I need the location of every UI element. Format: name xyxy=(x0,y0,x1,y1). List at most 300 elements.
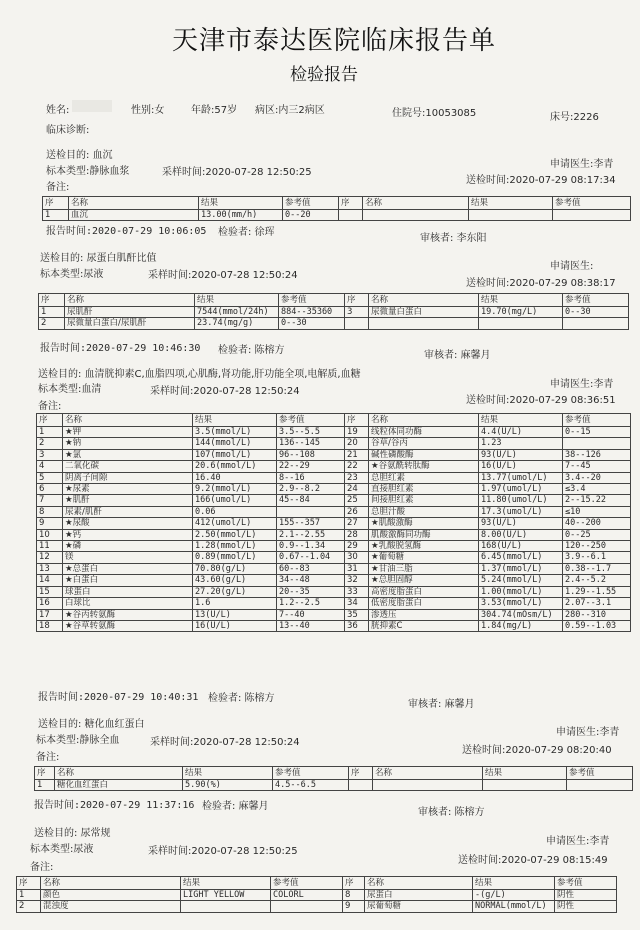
column-header: 名称 xyxy=(373,767,483,780)
section-remarks: 备注: xyxy=(36,752,60,763)
table-row xyxy=(37,598,631,609)
cell-seq: 24 xyxy=(345,484,369,495)
table-row xyxy=(37,620,631,631)
cell-result: 11.80(umol/L) xyxy=(479,495,563,506)
table-header-row xyxy=(17,877,617,890)
cell-seq: 21 xyxy=(345,449,369,460)
cell-name: ★总蛋白 xyxy=(63,563,193,574)
column-header: 名称 xyxy=(65,294,195,307)
column-header: 结果 xyxy=(183,767,273,780)
column-header: 序 xyxy=(43,197,69,210)
cell-result xyxy=(469,210,553,221)
cell-seq xyxy=(345,318,369,329)
cell-name: ★总胆固醇 xyxy=(369,575,479,586)
cell-ref: COLORL xyxy=(271,890,343,901)
cell-name: ★磷 xyxy=(63,541,193,552)
cell-seq: 9 xyxy=(343,901,365,912)
cell-result: LIGHT YELLOW xyxy=(181,890,271,901)
result-table xyxy=(42,196,631,221)
cell-ref xyxy=(277,506,345,517)
tester: 检验者: 徐珲 xyxy=(218,227,275,238)
table-row xyxy=(17,901,617,912)
table-row xyxy=(37,449,631,460)
bed-number: 床号:2226 xyxy=(550,112,599,123)
cell-result: 304.74(mOsm/L) xyxy=(479,609,563,620)
section-doctor: 申请医生: xyxy=(550,261,594,272)
column-header: 名称 xyxy=(365,877,473,890)
column-header: 结果 xyxy=(473,877,555,890)
cell-result: 17.3(umol/L) xyxy=(479,506,563,517)
cell-seq: 1 xyxy=(35,780,55,791)
cell-ref: ≤10 xyxy=(563,506,631,517)
cell-ref: 34--48 xyxy=(277,575,345,586)
cell-result: 43.60(g/L) xyxy=(193,575,277,586)
cell-name: ★葡萄糖 xyxy=(369,552,479,563)
section-item: 送检目的: 血沉 xyxy=(46,150,113,161)
cell-name: ★尿酸 xyxy=(63,518,193,529)
table-row xyxy=(37,484,631,495)
cell-name: 胱抑素C xyxy=(369,620,479,631)
column-header: 参考值 xyxy=(567,767,633,780)
section-item: 送检目的: 尿常规 xyxy=(34,828,111,839)
cell-result: 1.97(umol/L) xyxy=(479,484,563,495)
cell-ref xyxy=(271,901,343,912)
column-header: 序 xyxy=(349,767,373,780)
tester: 检验者: 麻馨月 xyxy=(202,801,269,812)
result-table xyxy=(34,766,633,791)
cell-seq: 2 xyxy=(39,318,65,329)
cell-ref: 0.59--1.03 xyxy=(563,620,631,631)
cell-name: 颜色 xyxy=(41,890,181,901)
cell-name: 尿蛋白 xyxy=(365,890,473,901)
table-row xyxy=(37,518,631,529)
cell-seq: 1 xyxy=(39,307,65,318)
cell-result xyxy=(479,318,563,329)
cell-result: 16(U/L) xyxy=(193,620,277,631)
cell-ref: 884--35360 xyxy=(279,307,345,318)
cell-seq: 16 xyxy=(37,598,63,609)
table-row xyxy=(37,506,631,517)
section-remarks: 备注: xyxy=(38,401,62,412)
cell-ref xyxy=(563,318,629,329)
cell-seq: 8 xyxy=(37,506,63,517)
column-header: 结果 xyxy=(181,877,271,890)
cell-seq: 13 xyxy=(37,563,63,574)
tester: 检验者: 陈榕方 xyxy=(218,345,285,356)
result-table xyxy=(36,413,631,632)
cell-seq: 1 xyxy=(17,890,41,901)
table-row xyxy=(37,438,631,449)
table-row xyxy=(37,609,631,620)
column-header: 参考值 xyxy=(563,294,629,307)
cell-name: 尿葡萄糖 xyxy=(365,901,473,912)
column-header: 序 xyxy=(17,877,41,890)
cell-name: 肌酸激酶同功酶 xyxy=(369,529,479,540)
cell-ref: 96--108 xyxy=(277,449,345,460)
section-send-time: 送检时间:2020-07-29 08:20:40 xyxy=(462,745,612,756)
cell-seq: 32 xyxy=(345,575,369,586)
column-header: 结果 xyxy=(479,294,563,307)
cell-ref xyxy=(567,780,633,791)
column-header: 参考值 xyxy=(271,877,343,890)
cell-result: NORMAL(mmol/L) xyxy=(473,901,555,912)
result-table xyxy=(16,876,617,913)
section-collect-time: 采样时间:2020-07-28 12:50:24 xyxy=(148,270,298,281)
cell-result: 144(mmol/L) xyxy=(193,438,277,449)
section-doctor: 申请医生:李青 xyxy=(546,836,610,847)
section-item: 送检目的: 尿蛋白肌酐比值 xyxy=(40,253,157,264)
diagnosis-label: 临床诊断: xyxy=(46,125,90,136)
cell-ref: 1.29--1.55 xyxy=(563,586,631,597)
cell-result: 1.28(mmol/L) xyxy=(193,541,277,552)
section-send-time: 送检时间:2020-07-29 08:38:17 xyxy=(466,278,616,289)
cell-result: 1.00(mmol/L) xyxy=(479,586,563,597)
cell-ref: 2--15.22 xyxy=(563,495,631,506)
column-header: 名称 xyxy=(369,414,479,427)
cell-name: 二氧化碳 xyxy=(63,461,193,472)
column-header: 参考值 xyxy=(555,877,617,890)
column-header: 序 xyxy=(343,877,365,890)
cell-seq: 4 xyxy=(37,461,63,472)
cell-name: 血沉 xyxy=(69,210,199,221)
cell-seq: 7 xyxy=(37,495,63,506)
cell-name: ★肌酐 xyxy=(63,495,193,506)
section-remarks: 备注: xyxy=(46,182,70,193)
cell-name: ★谷丙转氨酶 xyxy=(63,609,193,620)
section-specimen: 标本类型:血清 xyxy=(38,384,102,395)
cell-result: 2.50(mmol/L) xyxy=(193,529,277,540)
cell-seq: 20 xyxy=(345,438,369,449)
cell-result: 1.6 xyxy=(193,598,277,609)
table-row xyxy=(37,427,631,438)
cell-result: 20.6(mmol/L) xyxy=(193,461,277,472)
cell-name: ★白蛋白 xyxy=(63,575,193,586)
section-doctor: 申请医生:李青 xyxy=(550,379,614,390)
column-header: 结果 xyxy=(195,294,279,307)
cell-result: 13.77(umol/L) xyxy=(479,472,563,483)
column-header: 参考值 xyxy=(553,197,631,210)
report-time: 报告时间:2020-07-29 11:37:16 xyxy=(34,800,195,811)
cell-seq: 11 xyxy=(37,541,63,552)
cell-result: 0.06 xyxy=(193,506,277,517)
cell-name: ★尿素 xyxy=(63,484,193,495)
column-header: 名称 xyxy=(369,294,479,307)
table-row xyxy=(37,563,631,574)
report-subtitle: 检验报告 xyxy=(290,65,358,85)
report-time: 报告时间:2020-07-29 10:46:30 xyxy=(40,343,201,354)
cell-ref: 3.4--20 xyxy=(563,472,631,483)
cell-result: 1.84(mg/L) xyxy=(479,620,563,631)
cell-seq: 10 xyxy=(37,529,63,540)
cell-result: 16.40 xyxy=(193,472,277,483)
cell-result: 3.5(mmol/L) xyxy=(193,427,277,438)
cell-result: 1.23 xyxy=(479,438,563,449)
cell-ref: 0--15 xyxy=(563,427,631,438)
section-send-time: 送检时间:2020-07-29 08:15:49 xyxy=(458,855,608,866)
cell-ref: 45--84 xyxy=(277,495,345,506)
cell-seq: 1 xyxy=(37,427,63,438)
tester: 检验者: 陈榕方 xyxy=(208,693,275,704)
cell-seq: 29 xyxy=(345,541,369,552)
cell-result: 6.45(mmol/L) xyxy=(479,552,563,563)
cell-result: 7544(mmol/24h) xyxy=(195,307,279,318)
reviewer: 审核者: 麻馨月 xyxy=(424,350,491,361)
column-header: 名称 xyxy=(63,414,193,427)
cell-seq xyxy=(339,210,363,221)
cell-name: ★氯 xyxy=(63,449,193,460)
cell-name: 白球比 xyxy=(63,598,193,609)
table-row xyxy=(17,890,617,901)
section-collect-time: 采样时间:2020-07-28 12:50:24 xyxy=(150,737,300,748)
cell-seq: 35 xyxy=(345,609,369,620)
result-table xyxy=(38,293,629,330)
section-send-time: 送检时间:2020-07-29 08:17:34 xyxy=(466,175,616,186)
cell-ref: 阴性 xyxy=(555,901,617,912)
cell-ref: 3.9--6.1 xyxy=(563,552,631,563)
cell-ref: 0.38--1.7 xyxy=(563,563,631,574)
cell-seq xyxy=(349,780,373,791)
patient-ward: 病区:内三2病区 xyxy=(255,105,325,116)
cell-ref: 0--25 xyxy=(563,529,631,540)
cell-name: 线粒体同功酶 xyxy=(369,427,479,438)
column-header: 名称 xyxy=(55,767,183,780)
reviewer: 审核者: 麻馨月 xyxy=(408,699,475,710)
column-header: 参考值 xyxy=(563,414,631,427)
cell-name: 球蛋白 xyxy=(63,586,193,597)
table-row xyxy=(37,552,631,563)
section-specimen: 标本类型:静脉血浆 xyxy=(46,166,130,177)
cell-result xyxy=(181,901,271,912)
cell-seq: 34 xyxy=(345,598,369,609)
section-item: 送检目的: 血清胱抑素C,血脂四项,心肌酶,肾功能,肝功能全项,电解质,血糖 xyxy=(38,369,361,380)
table-row xyxy=(39,307,629,318)
cell-name: 间接胆红素 xyxy=(369,495,479,506)
cell-seq: 17 xyxy=(37,609,63,620)
section-collect-time: 采样时间:2020-07-28 12:50:24 xyxy=(150,386,300,397)
table-row xyxy=(35,780,633,791)
cell-name: 糖化血红蛋白 xyxy=(55,780,183,791)
table-header-row xyxy=(43,197,631,210)
column-header: 序 xyxy=(35,767,55,780)
table-header-row xyxy=(35,767,633,780)
cell-name: 碱性磷酸酶 xyxy=(369,449,479,460)
cell-result: 19.70(mg/L) xyxy=(479,307,563,318)
column-header: 结果 xyxy=(199,197,283,210)
cell-seq: 12 xyxy=(37,552,63,563)
cell-ref: 155--357 xyxy=(277,518,345,529)
table-header-row xyxy=(39,294,629,307)
cell-ref: 40--200 xyxy=(563,518,631,529)
section-item: 送检目的: 糖化血红蛋白 xyxy=(38,719,145,730)
section-specimen: 标本类型:尿液 xyxy=(30,844,94,855)
cell-ref: 0.67--1.04 xyxy=(277,552,345,563)
cell-ref: 2.1--2.55 xyxy=(277,529,345,540)
cell-name: ★乳酸脱氢酶 xyxy=(369,541,479,552)
section-collect-time: 采样时间:2020-07-28 12:50:25 xyxy=(148,846,298,857)
cell-result: 5.24(mmol/L) xyxy=(479,575,563,586)
cell-result: 168(U/L) xyxy=(479,541,563,552)
column-header: 参考值 xyxy=(277,414,345,427)
cell-name: ★谷氨酰转肽酶 xyxy=(369,461,479,472)
cell-ref: 7--45 xyxy=(563,461,631,472)
cell-result: 27.20(g/L) xyxy=(193,586,277,597)
cell-name: ★钙 xyxy=(63,529,193,540)
cell-ref: 1.2--2.5 xyxy=(277,598,345,609)
column-header: 结果 xyxy=(193,414,277,427)
cell-seq: 6 xyxy=(37,484,63,495)
cell-seq: 9 xyxy=(37,518,63,529)
cell-name xyxy=(369,318,479,329)
cell-result: 412(umol/L) xyxy=(193,518,277,529)
table-row xyxy=(39,318,629,329)
patient-gender: 性别:女 xyxy=(131,105,165,116)
cell-ref: 3.5--5.5 xyxy=(277,427,345,438)
cell-seq: 30 xyxy=(345,552,369,563)
cell-result: 5.90(%) xyxy=(183,780,273,791)
cell-ref: 4.5--6.5 xyxy=(273,780,349,791)
cell-seq: 2 xyxy=(17,901,41,912)
cell-result: 0.89(mmol/L) xyxy=(193,552,277,563)
cell-seq: 19 xyxy=(345,427,369,438)
section-doctor: 申请医生:李青 xyxy=(550,159,614,170)
table-row xyxy=(37,472,631,483)
cell-ref: 2.4--5.2 xyxy=(563,575,631,586)
column-header: 名称 xyxy=(363,197,469,210)
column-header: 参考值 xyxy=(273,767,349,780)
cell-ref: 0--30 xyxy=(279,318,345,329)
column-header: 序 xyxy=(37,414,63,427)
cell-name: 渗透压 xyxy=(369,609,479,620)
table-row xyxy=(37,461,631,472)
section-collect-time: 采样时间:2020-07-28 12:50:25 xyxy=(162,167,312,178)
cell-result: 3.53(mmol/L) xyxy=(479,598,563,609)
cell-ref: 280--310 xyxy=(563,609,631,620)
cell-result: 93(U/L) xyxy=(479,449,563,460)
cell-result: -(g/L) xyxy=(473,890,555,901)
cell-ref: 120--250 xyxy=(563,541,631,552)
cell-seq: 5 xyxy=(37,472,63,483)
cell-name: ★钠 xyxy=(63,438,193,449)
cell-name: 总胆红素 xyxy=(369,472,479,483)
cell-seq: 15 xyxy=(37,586,63,597)
column-header: 序 xyxy=(339,197,363,210)
reviewer: 审核者: 陈榕方 xyxy=(418,807,485,818)
cell-ref: 7--40 xyxy=(277,609,345,620)
cell-seq: 25 xyxy=(345,495,369,506)
admission-number: 住院号:10053085 xyxy=(392,108,477,119)
section-specimen: 标本类型:尿液 xyxy=(40,269,104,280)
cell-seq: 14 xyxy=(37,575,63,586)
cell-name: 尿微量白蛋白 xyxy=(369,307,479,318)
cell-name: 镁 xyxy=(63,552,193,563)
column-header: 名称 xyxy=(69,197,199,210)
column-header: 名称 xyxy=(41,877,181,890)
cell-name: ★钾 xyxy=(63,427,193,438)
column-header: 序 xyxy=(345,294,369,307)
table-header-row xyxy=(37,414,631,427)
column-header: 结果 xyxy=(483,767,567,780)
cell-name: 尿素/肌酐 xyxy=(63,506,193,517)
cell-ref: 8--16 xyxy=(277,472,345,483)
cell-result: 107(mmol/L) xyxy=(193,449,277,460)
cell-seq: 31 xyxy=(345,563,369,574)
cell-result: 13.00(mm/h) xyxy=(199,210,283,221)
cell-name: ★甘油三脂 xyxy=(369,563,479,574)
cell-ref: 阴性 xyxy=(555,890,617,901)
hospital-title: 天津市泰达医院临床报告单 xyxy=(172,26,497,56)
cell-result xyxy=(483,780,567,791)
column-header: 序 xyxy=(345,414,369,427)
table-row xyxy=(37,575,631,586)
column-header: 参考值 xyxy=(279,294,345,307)
cell-seq: 3 xyxy=(37,449,63,460)
cell-result: 93(U/L) xyxy=(479,518,563,529)
cell-name: 总胆汁酸 xyxy=(369,506,479,517)
cell-seq: 2 xyxy=(37,438,63,449)
cell-ref: 13--40 xyxy=(277,620,345,631)
cell-result: 23.74(mg/g) xyxy=(195,318,279,329)
report-time: 报告时间:2020-07-29 10:06:05 xyxy=(46,226,207,237)
cell-ref: 0.9--1.34 xyxy=(277,541,345,552)
cell-ref: 2.9--8.2 xyxy=(277,484,345,495)
section-send-time: 送检时间:2020-07-29 08:36:51 xyxy=(466,395,616,406)
cell-name: 直接胆红素 xyxy=(369,484,479,495)
table-row xyxy=(37,529,631,540)
table-row xyxy=(37,586,631,597)
cell-seq: 36 xyxy=(345,620,369,631)
reviewer: 审核者: 李东阳 xyxy=(420,233,487,244)
column-header: 序 xyxy=(39,294,65,307)
cell-ref: 136--145 xyxy=(277,438,345,449)
cell-seq: 28 xyxy=(345,529,369,540)
cell-result: 70.80(g/L) xyxy=(193,563,277,574)
cell-ref: ≤3.4 xyxy=(563,484,631,495)
cell-seq: 27 xyxy=(345,518,369,529)
name-redaction xyxy=(72,100,112,112)
cell-name: 低密度脂蛋白 xyxy=(369,598,479,609)
cell-seq: 8 xyxy=(343,890,365,901)
cell-name xyxy=(373,780,483,791)
cell-seq: 3 xyxy=(345,307,369,318)
cell-name: 阴离子间隙 xyxy=(63,472,193,483)
cell-name: 尿微量白蛋白/尿肌酐 xyxy=(65,318,195,329)
report-time: 报告时间:2020-07-29 10:40:31 xyxy=(38,692,199,703)
cell-ref: 2.07--3.1 xyxy=(563,598,631,609)
cell-result: 8.00(U/L) xyxy=(479,529,563,540)
cell-seq: 23 xyxy=(345,472,369,483)
patient-age: 年龄:57岁 xyxy=(191,105,238,116)
column-header: 参考值 xyxy=(283,197,339,210)
cell-result: 9.2(mmol/L) xyxy=(193,484,277,495)
cell-ref: 20--35 xyxy=(277,586,345,597)
cell-seq: 26 xyxy=(345,506,369,517)
cell-seq: 1 xyxy=(43,210,69,221)
cell-ref: 38--126 xyxy=(563,449,631,460)
cell-seq: 33 xyxy=(345,586,369,597)
column-header: 结果 xyxy=(479,414,563,427)
cell-ref: 60--83 xyxy=(277,563,345,574)
cell-result: 1.37(mmol/L) xyxy=(479,563,563,574)
cell-ref: 0--30 xyxy=(563,307,629,318)
cell-name: ★肌酸激酶 xyxy=(369,518,479,529)
cell-name: 混浊度 xyxy=(41,901,181,912)
cell-ref: 0--20 xyxy=(283,210,339,221)
cell-name: ★谷草转氨酶 xyxy=(63,620,193,631)
cell-result: 166(umol/L) xyxy=(193,495,277,506)
cell-name: 尿肌酐 xyxy=(65,307,195,318)
cell-name xyxy=(363,210,469,221)
section-remarks: 备注: xyxy=(30,862,54,873)
